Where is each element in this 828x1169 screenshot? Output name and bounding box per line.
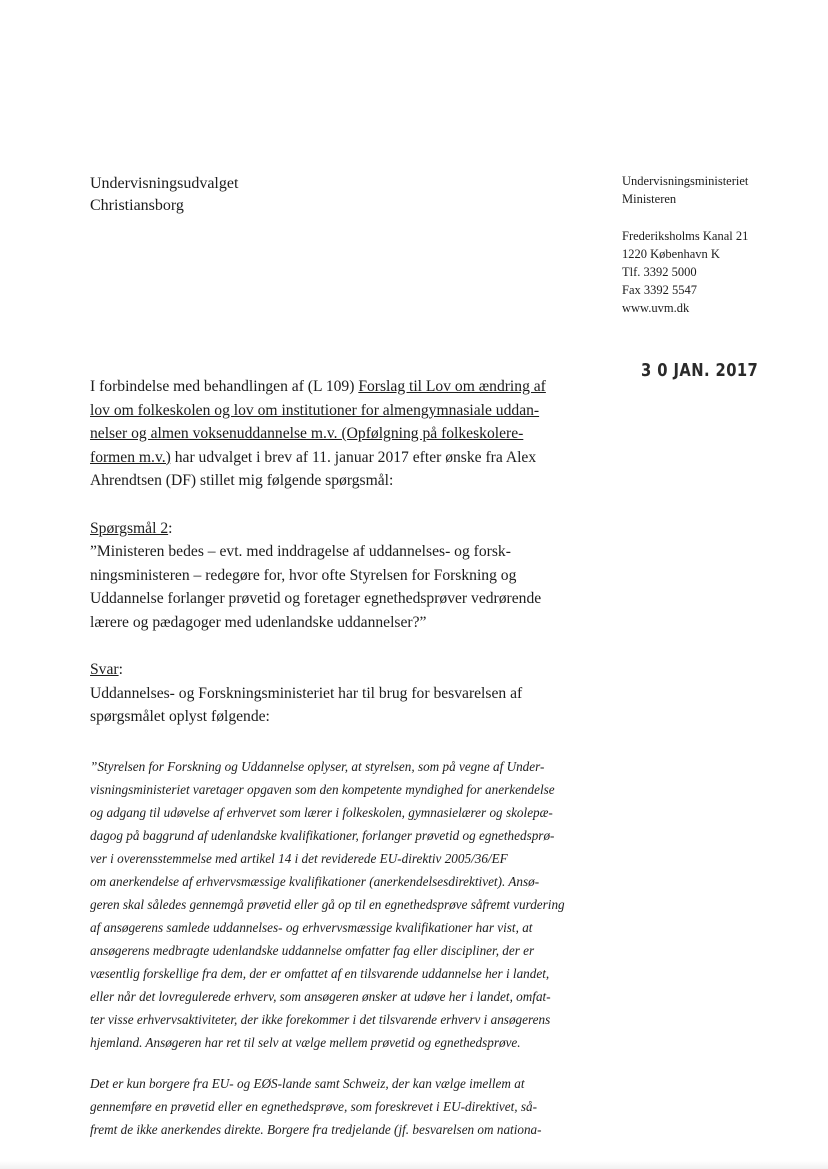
quote-line: om anerkendelse af erhvervsmæssige kvalifikationer (anerkendelsesdirektivet). Ansø- (90, 873, 540, 889)
quote-line: ansøgerens medbragte udenlandske uddannelse omfatter fag eller discipliner, der er (90, 942, 535, 958)
bill-title-line-3: nelser og almen voksenuddannelse m.v. (Opfølgning på folkeskolere- (90, 425, 524, 442)
quote-line: visningsministeriet varetager opgaven som den kompetente myndighed for anerkendelse (90, 781, 555, 797)
intro-text: I forbindelse med behandlingen af (L 109) (90, 378, 359, 395)
quote-line: fremt de ikke anerkendes direkte. Borgere fra tredjelande (jf. besvarelsen om nationa- (90, 1121, 542, 1137)
quoted-statement-continued (90, 1072, 570, 1141)
sender-ministry: Undervisningsministeriet (622, 174, 749, 188)
bill-title-line-4: formen m.v.) (90, 448, 171, 466)
question-heading: Spørgsmål 2 (90, 519, 169, 537)
quote-line: eller når det lovregulerede erhverv, som ansøgeren ønsker at udøve her i landet, omfat- (90, 988, 551, 1004)
quote-line: dagog på baggrund af udenlandske kvalifikationer, forlanger prøvetid og egnethedsprø- (90, 827, 555, 843)
sender-phone: Tlf. 3392 5000 (622, 265, 697, 279)
intro-paragraph (90, 375, 570, 493)
sender-city: 1220 København K (622, 247, 720, 261)
answer-section (90, 658, 570, 729)
question-text: ”Ministeren bedes – evt. med inddragelse af uddannelses- og forsk- (90, 543, 511, 560)
quote-line: Det er kun borgere fra EU- og EØS-lande samt Schweiz, der kan vælge imellem at (90, 1075, 525, 1091)
sender-website: www.uvm.dk (622, 301, 690, 315)
recipient-committee: Undervisningsudvalget (90, 175, 239, 192)
intro-text: Ahrendtsen (DF) stillet mig følgende spørgsmål: (90, 472, 394, 489)
quote-line: ”Styrelsen for Forskning og Uddannelse oplyser, at styrelsen, som på vegne af Under- (90, 758, 545, 774)
quoted-statement (90, 755, 570, 1054)
heading-colon: : (118, 661, 123, 678)
letter-body (90, 375, 570, 1141)
question-text: ningsministeren – redegøre for, hvor ofte Styrelsen for Forskning og (90, 566, 517, 584)
sender-street: Frederiksholms Kanal 21 (622, 229, 749, 243)
answer-text: spørgsmålet oplyst følgende: (90, 708, 270, 725)
quote-line: væsentlig forskellige fra dem, der er omfattet af en tilsvarende uddannelse her i landet, (90, 965, 550, 981)
quote-line: ver i overensstemmelse med artikel 14 i det reviderede EU-direktiv 2005/36/EF (90, 850, 508, 866)
quote-line: og adgang til udøvelse af erhvervet som lærer i folkeskolen, gymnasielærer og skolepæ- (90, 804, 553, 820)
quote-line: ter visse erhvervsaktiviteter, der ikke forekommer i det tilsvarende erhverv i ansøgerens (90, 1011, 551, 1027)
question-text: Uddannelse forlanger prøvetid og foretager egnethedsprøver vedrørende (90, 590, 542, 607)
quote-line: af ansøgerens samlede uddannelses- og erhvervsmæssige kvalifikationer har vist, at (90, 919, 533, 935)
bill-title-line-2: lov om folkeskolen og lov om institutioner for almengymnasiale uddan- (90, 401, 540, 419)
answer-heading: Svar (90, 661, 119, 678)
quote-line: hjemland. Ansøgeren har ret til selv at vælge mellem prøvetid og egnethedsprøve. (90, 1034, 521, 1050)
recipient-address (90, 173, 238, 217)
sender-fax: Fax 3392 5547 (622, 283, 697, 297)
question-text: lærere og pædagoger med udenlandske uddannelser?” (90, 613, 427, 631)
heading-colon: : (168, 519, 173, 537)
recipient-location: Christiansborg (90, 197, 184, 214)
quote-line: gennemføre en prøvetid eller en egnethedsprøve, som foreskrevet i EU-direktivet, så- (90, 1098, 538, 1114)
sender-block (622, 172, 748, 317)
quote-line: geren skal således gennemgå prøvetid eller gå op til en egnethedsprøve såfremt vurdering (90, 896, 565, 912)
bill-title-link: Forslag til Lov om ændring af (358, 378, 546, 395)
date-stamp: 3 0 JAN. 2017 (641, 360, 759, 381)
intro-text: har udvalget i brev af 11. januar 2017 efter ønske fra Alex (170, 448, 537, 466)
scan-edge (0, 1161, 828, 1169)
answer-text: Uddannelses- og Forskningsministeriet har til brug for besvarelsen af (90, 684, 523, 702)
question-section (90, 517, 570, 635)
sender-title: Ministeren (622, 192, 677, 206)
